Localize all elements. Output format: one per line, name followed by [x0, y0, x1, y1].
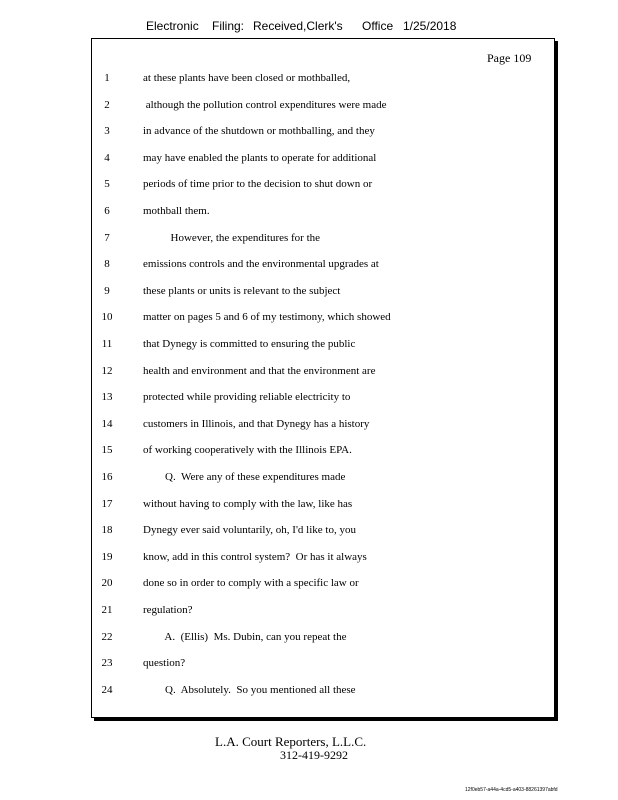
line-text: Q. Were any of these expenditures made: [143, 471, 346, 483]
header-filing: Filing:: [212, 19, 245, 33]
line-text: However, the expenditures for the: [143, 231, 321, 244]
line-text: regulation?: [143, 604, 193, 616]
line-text: know, add in this control system? Or has it always: [143, 550, 367, 563]
line-number: 17: [101, 497, 113, 510]
footer-phone: 312-419-9292: [280, 748, 348, 762]
line-number: 14: [101, 417, 113, 430]
line-number: 20: [101, 577, 113, 590]
transcript-line: [0, 498, 618, 514]
line-text: without having to comply with the law, like has: [143, 497, 353, 510]
transcript-line: [0, 152, 618, 168]
transcript-line: [0, 232, 618, 248]
line-text: may have enabled the plants to operate for additional: [143, 151, 377, 164]
transcript-line: [0, 418, 618, 434]
line-number: 19: [101, 550, 113, 563]
line-number: 23: [101, 657, 113, 670]
line-text: in advance of the shutdown or mothballing, and they: [143, 125, 375, 138]
line-number: 21: [101, 604, 113, 616]
transcript-line: [0, 684, 618, 700]
line-number: 2: [104, 98, 110, 111]
document-hash: 12f0eb57-a44a-4cd5-a403-88261397abfd: [465, 787, 558, 793]
transcript-line: [0, 471, 618, 487]
line-number: 5: [104, 178, 110, 191]
line-number: 4: [104, 151, 110, 164]
line-number: 9: [104, 284, 110, 297]
transcript-line: [0, 551, 618, 567]
line-text: A. (Ellis) Ms. Dubin, can you repeat the: [143, 630, 347, 643]
line-number: 6: [104, 205, 110, 217]
line-number: 7: [104, 231, 110, 244]
line-text: Dynegy ever said voluntarily, oh, I'd like to, you: [143, 524, 356, 537]
transcript-line: [0, 657, 618, 673]
transcript-line: [0, 391, 618, 407]
transcript-line: [0, 72, 618, 88]
transcript-line: [0, 444, 618, 460]
line-text: matter on pages 5 and 6 of my testimony, which showed: [143, 311, 391, 324]
line-text: emissions controls and the environmental upgrades at: [143, 258, 379, 271]
line-text: at these plants have been closed or mothballed,: [143, 72, 351, 84]
line-number: 18: [101, 524, 113, 537]
footer-company: L.A. Court Reporters, L.L.C.: [215, 734, 367, 749]
transcript-line: [0, 125, 618, 141]
line-text: although the pollution control expenditures were made: [143, 98, 387, 111]
transcript-line: [0, 365, 618, 381]
transcript-line: [0, 524, 618, 540]
page-number: Page 109: [487, 51, 532, 65]
line-text: that Dynegy is committed to ensuring the public: [143, 338, 356, 350]
line-number: 13: [101, 391, 113, 404]
line-text: customers in Illinois, and that Dynegy has a history: [143, 417, 370, 430]
header-date: 1/25/2018: [403, 19, 457, 33]
line-text: question?: [143, 657, 186, 670]
line-number: 11: [101, 338, 113, 350]
transcript-line: [0, 577, 618, 593]
line-number: 8: [104, 258, 110, 271]
line-number: 12: [101, 364, 113, 377]
header-electronic: Electronic: [146, 19, 199, 33]
header-received: Received,Clerk's: [253, 19, 343, 33]
transcript-line: [0, 311, 618, 327]
transcript-line: [0, 99, 618, 115]
line-number: 15: [101, 444, 113, 457]
frame-shadow-bottom: [94, 718, 558, 721]
line-text: health and environment and that the environment are: [143, 364, 376, 377]
line-text: these plants or units is relevant to the subject: [143, 284, 341, 297]
transcript-line: [0, 178, 618, 194]
line-number: 16: [101, 471, 113, 483]
line-number: 22: [101, 630, 113, 643]
transcript-line: [0, 205, 618, 221]
transcript-line: [0, 604, 618, 620]
transcript-line: [0, 338, 618, 354]
line-number: 10: [101, 311, 113, 324]
header-office: Office: [362, 19, 394, 33]
line-text: done so in order to comply with a specific law or: [143, 577, 359, 590]
line-text: Q. Absolutely. So you mentioned all these: [143, 683, 356, 696]
transcript-line: [0, 258, 618, 274]
line-number: 24: [101, 683, 113, 696]
line-text: protected while providing reliable electricity to: [143, 391, 351, 404]
line-text: of working cooperatively with the Illinois EPA.: [143, 444, 352, 457]
line-text: periods of time prior to the decision to shut down or: [143, 178, 373, 191]
transcript-line: [0, 631, 618, 647]
line-number: 3: [104, 125, 110, 138]
transcript-line: [0, 285, 618, 301]
line-number: 1: [104, 72, 110, 84]
line-text: mothball them.: [143, 205, 210, 217]
